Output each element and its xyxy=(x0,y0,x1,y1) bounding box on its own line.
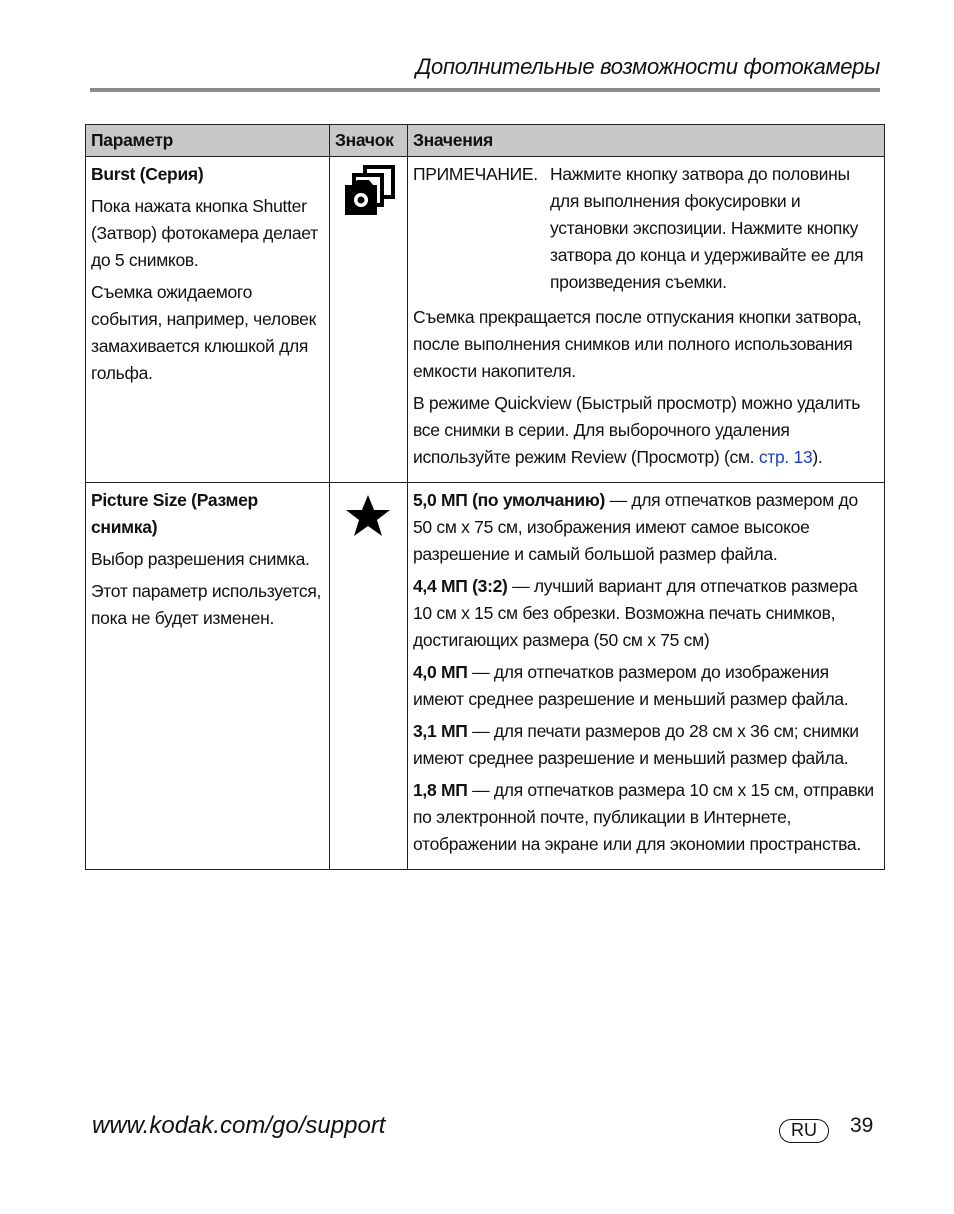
table-header-row xyxy=(86,125,885,157)
column-header-values: Значения xyxy=(408,125,885,157)
note-text: Нажмите кнопку затвора до половины для выполнения фокусировки и установки экспозиции. Нажмите кнопку затвора до конца и удерживайте ее для произведения съемки. xyxy=(550,164,864,292)
page-link[interactable]: стр. 13 xyxy=(758,447,813,467)
size-option-label: 1,8 МП xyxy=(413,780,468,800)
star-icon xyxy=(343,491,393,549)
size-option-text: — для отпечатков размером до 50 см x 75 см, изображения имеют самое высокое разрешение и самый большой размер файла. xyxy=(413,490,858,564)
size-option-text: — лучший вариант для отпечатков размера 10 см x 15 см без обрезки. Возможна печать снимков, достигающих размера (50 см x 75 см) xyxy=(413,576,858,650)
param-desc: Пока нажата кнопка Shutter (Затвор) фотокамера делает до 5 снимков. xyxy=(91,196,318,270)
size-option xyxy=(413,659,878,713)
icon-cell xyxy=(330,157,408,483)
link-suffix: ). xyxy=(812,447,823,467)
size-option xyxy=(413,573,878,654)
param-desc: Этот параметр используется, пока не будет изменен. xyxy=(91,581,322,628)
footer-support-url[interactable]: www.kodak.com/go/support xyxy=(92,1112,386,1139)
size-option xyxy=(413,487,878,568)
size-option-text: — для отпечатков размера 10 см x 15 см, отправки по электронной почте, публикации в Интернете, отображении на экране или для экономии пространства. xyxy=(413,780,874,854)
header-rule xyxy=(90,88,880,92)
burst-icon xyxy=(339,165,397,229)
column-header-icon: Значок xyxy=(330,125,408,157)
size-option xyxy=(413,777,878,858)
size-option xyxy=(413,718,878,772)
values-paragraph: Съемка прекращается после отпускания кнопки затвора, после выполнения снимков или полного использования емкости накопителя. xyxy=(413,307,862,381)
size-option-text: — для отпечатков размером до изображения имеют среднее разрешение и меньший размер файла. xyxy=(413,662,849,709)
language-badge: RU xyxy=(779,1119,829,1143)
size-option-label: 5,0 МП (по умолчанию) xyxy=(413,490,606,510)
table-row-picture-size xyxy=(86,483,885,870)
size-option-text: — для печати размеров до 28 см x 36 см; снимки имеют среднее разрешение и меньший размер файла. xyxy=(413,721,859,768)
table-row-burst xyxy=(86,157,885,483)
parameters-table xyxy=(85,124,885,870)
icon-cell xyxy=(330,483,408,870)
param-cell xyxy=(86,157,330,483)
size-option-label: 3,1 МП xyxy=(413,721,468,741)
param-desc: Выбор разрешения снимка. xyxy=(91,549,310,569)
param-cell xyxy=(86,483,330,870)
values-text: В режиме Quickview (Быстрый просмотр) можно удалить все снимки в серии. Для выборочного удаления используйте режим Review (Просмотр) (см. xyxy=(413,393,861,467)
param-desc: Съемка ожидаемого события, например, человек замахивается клюшкой для гольфа. xyxy=(91,282,316,383)
page-number: 39 xyxy=(850,1114,874,1137)
param-name: Burst (Серия) xyxy=(91,164,204,184)
values-paragraph xyxy=(413,390,878,471)
size-option-label: 4,4 МП (3:2) xyxy=(413,576,508,596)
values-cell xyxy=(408,157,885,483)
param-name: Picture Size (Размер снимка) xyxy=(91,490,258,537)
size-option-label: 4,0 МП xyxy=(413,662,468,682)
values-cell xyxy=(408,483,885,870)
page-header-title: Дополнительные возможности фотокамеры xyxy=(415,54,880,79)
column-header-param: Параметр xyxy=(86,125,330,157)
note-label: ПРИМЕЧАНИЕ. xyxy=(413,164,538,184)
note-block xyxy=(413,161,878,296)
